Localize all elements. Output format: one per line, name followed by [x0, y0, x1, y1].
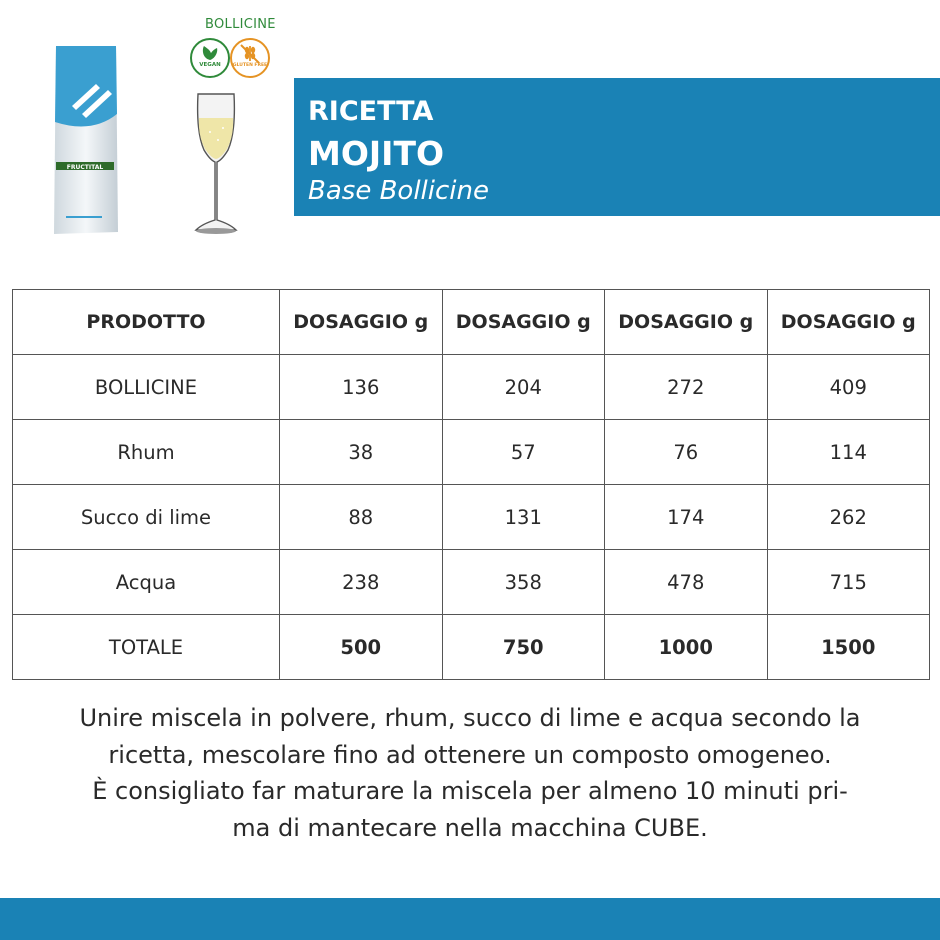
total-cell: 1500	[767, 615, 930, 680]
table-cell: BOLLICINE	[13, 355, 280, 420]
instructions-line: ma di mantecare nella macchina CUBE.	[232, 813, 708, 842]
total-cell: 500	[280, 615, 443, 680]
table-cell: 174	[605, 485, 768, 550]
table-cell: 409	[767, 355, 930, 420]
table-cell: 136	[280, 355, 443, 420]
recipe-table	[12, 289, 930, 680]
table-cell: 57	[442, 420, 605, 485]
table-header-cell: DOSAGGIO g	[280, 290, 443, 355]
table-cell: 76	[605, 420, 768, 485]
vegan-badge	[190, 38, 230, 78]
table-cell: 238	[280, 550, 443, 615]
recipe-subtitle: Base Bollicine	[308, 176, 489, 206]
table-cell: 114	[767, 420, 930, 485]
banner-label: RICETTA	[308, 96, 434, 127]
total-cell: 1000	[605, 615, 768, 680]
table-row	[13, 420, 930, 485]
table-cell: Rhum	[13, 420, 280, 485]
table-cell: 262	[767, 485, 930, 550]
gluten-free-badge-label: GLUTEN FREE	[232, 63, 268, 68]
instructions-line: ricetta, mescolare fino ad ottenere un composto omogeneo.	[108, 740, 832, 769]
table-cell: 358	[442, 550, 605, 615]
product-bag-image	[52, 44, 120, 236]
table-header-cell: DOSAGGIO g	[442, 290, 605, 355]
table-cell: 204	[442, 355, 605, 420]
leaf-icon	[192, 40, 228, 76]
table-header-cell: PRODOTTO	[13, 290, 280, 355]
table-cell: 131	[442, 485, 605, 550]
table-header-cell: DOSAGGIO g	[767, 290, 930, 355]
recipe-title: MOJITO	[308, 134, 445, 173]
table-cell: 478	[605, 550, 768, 615]
table-cell: 88	[280, 485, 443, 550]
table-cell: TOTALE	[13, 615, 280, 680]
table-total-row	[13, 615, 930, 680]
brand-logo: FRUCTITAL	[66, 164, 104, 171]
table-row	[13, 355, 930, 420]
table-cell: 272	[605, 355, 768, 420]
footer-bar	[0, 898, 940, 940]
table-row	[13, 485, 930, 550]
table-cell: 715	[767, 550, 930, 615]
instructions-text	[20, 700, 920, 846]
table-row	[13, 550, 930, 615]
total-cell: 750	[442, 615, 605, 680]
vegan-badge-label: VEGAN	[199, 62, 221, 68]
table-cell: 38	[280, 420, 443, 485]
instructions-line: È consigliato far maturare la miscela per almeno 10 minuti pri-	[92, 777, 848, 805]
table-header-cell: DOSAGGIO g	[605, 290, 768, 355]
product-name-label: BOLLICINE	[205, 17, 276, 32]
table-header-row	[13, 290, 930, 355]
sparkling-glass-image	[190, 92, 242, 238]
recipe-title-banner	[294, 78, 940, 216]
wheat-crossed-icon	[232, 40, 268, 76]
table-cell: Acqua	[13, 550, 280, 615]
table-cell: Succo di lime	[13, 485, 280, 550]
gluten-free-badge	[230, 38, 270, 78]
instructions-line: Unire miscela in polvere, rhum, succo di lime e acqua secondo la	[79, 704, 861, 732]
